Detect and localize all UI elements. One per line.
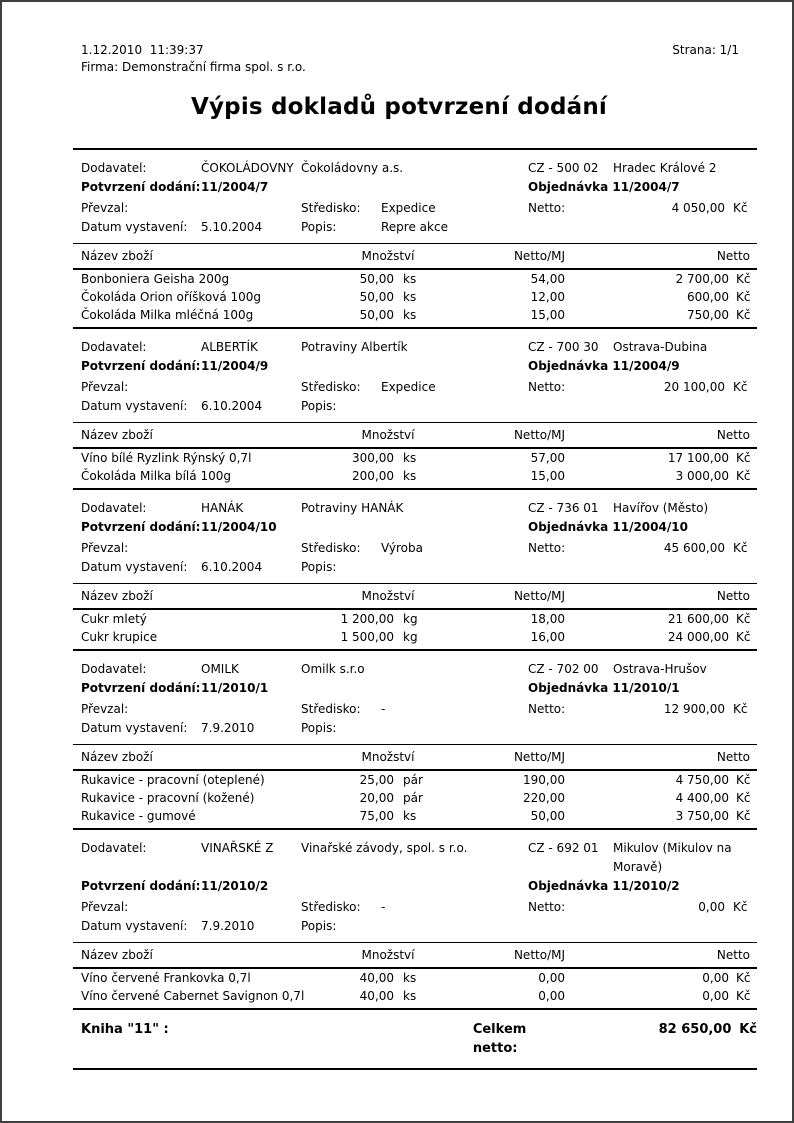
order-number: 11/2004/9: [612, 359, 680, 373]
description-label: Popis:: [301, 220, 337, 234]
item-netto-mj: 16,00: [530, 630, 565, 644]
order-label: Objednávka: [528, 520, 609, 534]
netto-cell: [613, 898, 757, 917]
order-label: Objednávka: [528, 879, 609, 893]
report-title: Výpis dokladů potvrzení dodání: [190, 94, 607, 120]
supplier-city: Havířov (Město): [613, 501, 709, 515]
supplier-row: [73, 159, 757, 178]
item-netto: 24 000,00: [667, 630, 729, 644]
section-header: [73, 830, 757, 936]
col-netto: Netto: [716, 948, 750, 962]
currency: Kč: [736, 809, 751, 823]
item-netto-mj: 18,00: [530, 612, 565, 626]
received-by-value: [201, 898, 301, 917]
col-name: Název zboží: [81, 428, 153, 442]
supplier-name: Potraviny Albertík: [301, 340, 408, 354]
description-value: [381, 397, 757, 416]
item-name: Bonboniera Geisha 200g: [81, 272, 230, 286]
table-row: [73, 306, 757, 327]
netto-amount: 12 900,00: [663, 702, 725, 716]
delivery-section-2: [73, 329, 757, 490]
col-netto: Netto: [716, 428, 750, 442]
item-name: Čokoláda Orion oříšková 100g: [81, 290, 262, 304]
report-content: [73, 42, 757, 1070]
table-row: [73, 288, 757, 306]
order-label: Objednávka: [528, 359, 609, 373]
currency: Kč: [736, 612, 751, 626]
item-name: Čokoláda Milka mléčná 100g: [81, 308, 254, 322]
section-header: [73, 150, 757, 237]
col-netto-mj: Netto/MJ: [513, 948, 565, 962]
confirmation-row: [73, 679, 757, 698]
col-name: Název zboží: [81, 249, 153, 263]
item-unit: pár: [403, 773, 423, 787]
item-name: Cukr mletý: [81, 612, 147, 626]
item-netto: 2 700,00: [675, 272, 729, 286]
item-name: Rukavice - pracovní (oteplené): [81, 773, 265, 787]
issue-date-label: Datum vystavení:: [81, 399, 188, 413]
netto-amount: 0,00: [698, 900, 725, 914]
item-netto-mj: 15,00: [530, 308, 565, 322]
confirmation-number: 11/2004/7: [201, 180, 269, 194]
netto-cell: [613, 700, 757, 719]
item-unit: ks: [403, 469, 417, 483]
received-by-value: [201, 700, 301, 719]
item-qty: 50,00: [359, 308, 394, 322]
order-label: Objednávka: [528, 681, 609, 695]
currency: Kč: [736, 773, 751, 787]
received-by-label: Převzal:: [81, 201, 129, 215]
netto-cell: [613, 539, 757, 558]
supplier-zip: CZ - 700 30: [528, 340, 599, 354]
item-name: Víno bílé Ryzlink Rýnský 0,7l: [81, 451, 252, 465]
items-table: [73, 583, 757, 651]
item-qty: 25,00: [359, 773, 394, 787]
page-number: Strana: 1/1: [672, 43, 739, 57]
item-unit: pár: [403, 791, 423, 805]
col-qty: Množství: [361, 948, 415, 962]
supplier-city: Ostrava-Hrušov: [613, 662, 707, 676]
supplier-name: Čokoládovny a.s.: [301, 161, 404, 175]
table-row: [73, 789, 757, 807]
description-label: Popis:: [301, 721, 337, 735]
table-row: [73, 467, 757, 488]
issue-date-label: Datum vystavení:: [81, 560, 188, 574]
item-qty: 50,00: [359, 290, 394, 304]
department-value: -: [381, 900, 386, 914]
netto-cell: [613, 378, 757, 397]
col-netto-mj: Netto/MJ: [513, 750, 565, 764]
item-netto-mj: 57,00: [530, 451, 565, 465]
item-name: Rukavice - pracovní (kožené): [81, 791, 255, 805]
issue-date-row: [73, 218, 757, 237]
received-row: [73, 199, 757, 218]
netto-label: Netto:: [528, 702, 566, 716]
received-by-label: Převzal:: [81, 380, 129, 394]
received-row: [73, 539, 757, 558]
item-unit: ks: [403, 272, 417, 286]
netto-label: Netto:: [528, 541, 566, 555]
delivery-section-5: [73, 830, 757, 1010]
order-ref: [528, 178, 757, 197]
order-ref: [528, 357, 757, 376]
received-by-label: Převzal:: [81, 702, 129, 716]
supplier-code: OMILK: [201, 662, 239, 676]
issue-date-label: Datum vystavení:: [81, 220, 188, 234]
description-label: Popis:: [301, 399, 337, 413]
item-qty: 20,00: [359, 791, 394, 805]
col-qty: Množství: [361, 428, 415, 442]
item-unit: ks: [403, 290, 417, 304]
order-number: 11/2010/1: [612, 681, 680, 695]
supplier-name: Omilk s.r.o: [301, 662, 365, 676]
currency: Kč: [736, 451, 751, 465]
section-header: [73, 490, 757, 577]
col-netto-mj: Netto/MJ: [513, 428, 565, 442]
delivery-section-3: [73, 490, 757, 651]
description-label: Popis:: [301, 919, 337, 933]
confirmation-row: [73, 178, 757, 197]
currency: Kč: [736, 308, 751, 322]
issue-date-row: [73, 558, 757, 577]
supplier-name: Vinařské závody, spol. s r.o.: [301, 841, 468, 855]
currency: Kč: [733, 900, 748, 914]
item-netto: 3 750,00: [675, 809, 729, 823]
item-netto-mj: 190,00: [523, 773, 565, 787]
col-netto-mj: Netto/MJ: [513, 589, 565, 603]
issue-date-value: 7.9.2010: [201, 721, 255, 735]
section-header: [73, 651, 757, 738]
issue-date-row: [73, 719, 757, 738]
supplier-code: HANÁK: [201, 501, 244, 515]
table-row: [73, 807, 757, 828]
table-row: [73, 771, 757, 789]
netto-amount: 20 100,00: [663, 380, 725, 394]
table-row: [73, 270, 757, 288]
received-row: [73, 700, 757, 719]
order-number: 11/2010/2: [612, 879, 680, 893]
department-value: -: [381, 702, 386, 716]
item-qty: 300,00: [352, 451, 394, 465]
order-label: Objednávka: [528, 180, 609, 194]
item-unit: ks: [403, 308, 417, 322]
supplier-row: [73, 338, 757, 357]
supplier-zip: CZ - 500 02: [528, 161, 599, 175]
currency: Kč: [733, 201, 748, 215]
item-name: Rukavice - gumové: [81, 809, 196, 823]
item-netto: 4 750,00: [675, 773, 729, 787]
supplier-row: [73, 499, 757, 518]
item-qty: 50,00: [359, 272, 394, 286]
netto-amount: 4 050,00: [671, 201, 725, 215]
item-qty: 1 500,00: [340, 630, 394, 644]
order-ref: [528, 518, 757, 537]
col-name: Název zboží: [81, 750, 153, 764]
item-unit: ks: [403, 451, 417, 465]
table-row: [73, 969, 757, 987]
confirmation-number: 11/2010/2: [201, 879, 269, 893]
supplier-label: Dodavatel:: [81, 161, 147, 175]
items-table: [73, 942, 757, 1010]
received-by-label: Převzal:: [81, 900, 129, 914]
currency: Kč: [736, 469, 751, 483]
issue-date-label: Datum vystavení:: [81, 919, 188, 933]
delivery-section-4: [73, 651, 757, 830]
department-label: Středisko:: [301, 541, 361, 555]
department-label: Středisko:: [301, 201, 361, 215]
netto-cell: [613, 199, 757, 218]
col-netto: Netto: [716, 589, 750, 603]
supplier-label: Dodavatel:: [81, 340, 147, 354]
supplier-city: Ostrava-Dubina: [613, 340, 708, 354]
supplier-label: Dodavatel:: [81, 841, 147, 855]
items-table-header: [73, 244, 757, 270]
item-netto: 0,00: [702, 971, 729, 985]
currency: Kč: [736, 791, 751, 805]
supplier-label: Dodavatel:: [81, 662, 147, 676]
supplier-label: Dodavatel:: [81, 501, 147, 515]
issue-date-value: 7.9.2010: [201, 919, 255, 933]
items-table: [73, 243, 757, 329]
item-name: Cukr krupice: [81, 630, 158, 644]
currency: Kč: [733, 541, 748, 555]
total-currency: Kč: [739, 1022, 757, 1037]
received-by-label: Převzal:: [81, 541, 129, 555]
col-netto: Netto: [716, 249, 750, 263]
table-row: [73, 610, 757, 628]
table-row: [73, 449, 757, 467]
order-number: 11/2004/7: [612, 180, 680, 194]
issue-date-value: 6.10.2004: [201, 560, 263, 574]
item-name: Víno červené Frankovka 0,7l: [81, 971, 251, 985]
items-table-header: [73, 745, 757, 771]
department-value: Expedice: [381, 201, 436, 215]
items-table-header: [73, 423, 757, 449]
currency: Kč: [736, 272, 751, 286]
item-unit: kg: [403, 612, 418, 626]
confirmation-label: Potvrzení dodání:: [81, 681, 201, 695]
order-number: 11/2004/10: [612, 520, 688, 534]
item-netto: 21 600,00: [667, 612, 729, 626]
confirmation-number: 11/2004/9: [201, 359, 269, 373]
item-qty: 75,00: [359, 809, 394, 823]
item-netto-mj: 0,00: [538, 971, 565, 985]
department-value: Výroba: [381, 541, 423, 555]
confirmation-row: [73, 357, 757, 376]
netto-amount: 45 600,00: [663, 541, 725, 555]
item-qty: 40,00: [359, 989, 394, 1003]
confirmation-label: Potvrzení dodání:: [81, 359, 201, 373]
item-netto: 0,00: [702, 989, 729, 1003]
confirmation-row: [73, 877, 757, 896]
department-label: Středisko:: [301, 380, 361, 394]
col-netto-mj: Netto/MJ: [513, 249, 565, 263]
netto-label: Netto:: [528, 201, 566, 215]
confirmation-row: [73, 518, 757, 537]
item-netto: 3 000,00: [675, 469, 729, 483]
item-netto-mj: 12,00: [530, 290, 565, 304]
confirmation-label: Potvrzení dodání:: [81, 180, 201, 194]
item-netto: 600,00: [687, 290, 729, 304]
received-by-value: [201, 539, 301, 558]
item-unit: kg: [403, 630, 418, 644]
col-netto: Netto: [716, 750, 750, 764]
item-name: Čokoláda Milka bílá 100g: [81, 469, 231, 483]
department-label: Středisko:: [301, 702, 361, 716]
delivery-section-1: [73, 148, 757, 329]
item-unit: ks: [403, 971, 417, 985]
table-row: [73, 987, 757, 1008]
received-by-value: [201, 378, 301, 397]
item-unit: ks: [403, 809, 417, 823]
received-row: [73, 898, 757, 917]
item-netto: 4 400,00: [675, 791, 729, 805]
supplier-code: ČOKOLÁDOVNY: [201, 161, 294, 175]
description-value: [381, 719, 757, 738]
confirmation-number: 11/2010/1: [201, 681, 269, 695]
supplier-zip: CZ - 702 00: [528, 662, 599, 676]
supplier-zip: CZ - 692 01: [528, 841, 599, 855]
description-value: [381, 558, 757, 577]
page-header: [73, 42, 757, 76]
col-qty: Množství: [361, 589, 415, 603]
item-netto-mj: 220,00: [523, 791, 565, 805]
issue-date-value: 5.10.2004: [201, 220, 263, 234]
confirmation-number: 11/2004/10: [201, 520, 277, 534]
department-label: Středisko:: [301, 900, 361, 914]
confirmation-label: Potvrzení dodání:: [81, 520, 201, 534]
currency: Kč: [736, 989, 751, 1003]
order-ref: [528, 877, 757, 896]
supplier-city: Hradec Králové 2: [613, 161, 717, 175]
total-label: Celkem netto:: [472, 1022, 527, 1056]
currency: Kč: [736, 290, 751, 304]
item-qty: 40,00: [359, 971, 394, 985]
order-ref: [528, 679, 757, 698]
issue-date-row: [73, 397, 757, 416]
table-row: [73, 628, 757, 649]
total-amount: 82 650,00: [658, 1022, 732, 1037]
item-name: Víno červené Cabernet Savignon 0,7l: [81, 989, 305, 1003]
description-label: Popis:: [301, 560, 337, 574]
department-value: Expedice: [381, 380, 436, 394]
item-netto-mj: 0,00: [538, 989, 565, 1003]
report-footer: [73, 1010, 757, 1070]
section-header: [73, 329, 757, 416]
col-qty: Množství: [361, 249, 415, 263]
print-datetime: 1.12.2010 11:39:37: [81, 43, 204, 57]
col-name: Název zboží: [81, 589, 153, 603]
item-netto-mj: 50,00: [530, 809, 565, 823]
currency: Kč: [736, 971, 751, 985]
item-qty: 200,00: [352, 469, 394, 483]
items-table-header: [73, 584, 757, 610]
item-netto-mj: 54,00: [530, 272, 565, 286]
items-table: [73, 422, 757, 490]
currency: Kč: [733, 702, 748, 716]
supplier-code: VINAŘSKÉ Z: [201, 841, 274, 855]
item-netto: 17 100,00: [667, 451, 729, 465]
item-netto: 750,00: [687, 308, 729, 322]
received-row: [73, 378, 757, 397]
items-table: [73, 744, 757, 830]
description-value: [381, 917, 757, 936]
received-by-value: [201, 199, 301, 218]
currency: Kč: [733, 380, 748, 394]
supplier-zip: CZ - 736 01: [528, 501, 599, 515]
supplier-city: Mikulov (Mikulov na Moravě): [613, 841, 732, 874]
supplier-code: ALBERTÍK: [201, 340, 258, 354]
issue-date-row: [73, 917, 757, 936]
page-header-left: [73, 42, 306, 76]
description-value: Repre akce: [381, 220, 448, 234]
currency: Kč: [736, 630, 751, 644]
issue-date-label: Datum vystavení:: [81, 721, 188, 735]
book-label: Kniha "11" :: [81, 1022, 169, 1037]
item-unit: ks: [403, 989, 417, 1003]
supplier-row: [73, 660, 757, 679]
item-netto-mj: 15,00: [530, 469, 565, 483]
items-table-header: [73, 943, 757, 969]
issue-date-value: 6.10.2004: [201, 399, 263, 413]
netto-label: Netto:: [528, 380, 566, 394]
confirmation-label: Potvrzení dodání:: [81, 879, 201, 893]
netto-label: Netto:: [528, 900, 566, 914]
col-qty: Množství: [361, 750, 415, 764]
supplier-name: Potraviny HANÁK: [301, 501, 404, 515]
col-name: Název zboží: [81, 948, 153, 962]
supplier-row: [73, 839, 757, 877]
company-line: Firma: Demonstrační firma spol. s r.o.: [81, 60, 306, 74]
item-qty: 1 200,00: [340, 612, 394, 626]
